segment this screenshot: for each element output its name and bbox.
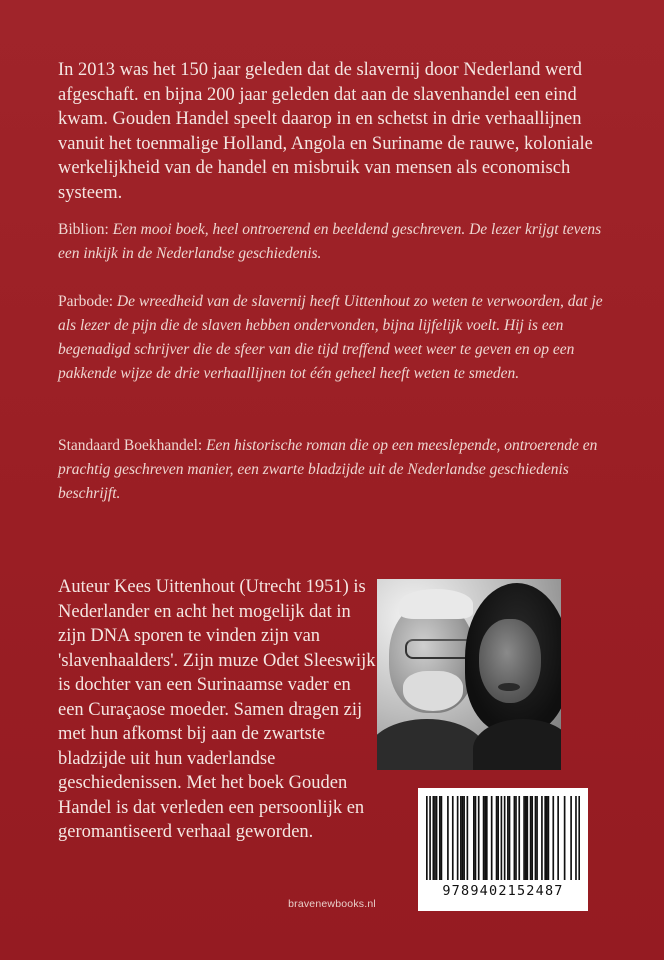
barcode-bar [548,796,550,880]
barcode-bar [557,796,559,880]
barcode-bar [496,796,498,880]
isbn-number: 9789402152487 [442,883,564,899]
barcode-bar [473,796,475,880]
barcode-bar [447,796,449,880]
barcode-bar [434,796,436,880]
barcode-bar [544,796,546,880]
review-biblion [58,218,618,266]
barcode-bar [491,796,493,880]
barcode-bar [546,796,548,880]
barcode-bar [570,796,572,880]
review-source: Biblion: [58,221,113,238]
intro-text: In 2013 was het 150 jaar geleden dat de slavernij door Nederland werd afgeschaft. en bijna 200 jaar geleden dat aan de slavenhandel een eind kwam. Gouden Handel speelt daarop in en schetst in drie verhaallijnen vanuit het toenmalige Holland, Angola en Suriname de rauwe, koloniale werkelijkheid van de handel en misbruik van mensen als economisch systeem. [58,60,593,203]
barcode-bar [439,796,441,880]
barcode-bar [507,796,509,880]
barcode-bar [467,796,469,880]
barcode-bar [452,796,454,880]
barcode-bar [518,796,520,880]
barcode-bar [504,796,506,880]
barcode-bar [462,796,464,880]
barcode-bar [501,796,503,880]
barcode-bar [527,796,529,880]
barcode-bar [578,796,580,880]
barcode-bar [514,796,516,880]
review-quote: Een historische roman die op een meeslepende, ontroerende en prachtig geschreven manier, een zwarte bladzijde uit de Nederlandse geschiedenis beschrijft. [58,437,598,502]
barcode-bar [486,796,488,880]
barcode-bar [552,796,554,880]
barcode-bar [475,796,477,880]
barcode-bar [436,796,438,880]
barcode-bars [426,796,580,880]
barcode-bar [483,796,485,880]
barcode-bar [530,796,532,880]
barcode-bar [432,796,434,880]
isbn-barcode [418,788,588,911]
barcode-bar [575,796,577,880]
barcode-bar [441,796,443,880]
barcode-bar [457,796,459,880]
review-quote: Een mooi boek, heel ontroerend en beeldend geschreven. De lezer krijgt tevens een inkijk in de Nederlandse geschiedenis. [58,221,602,262]
review-source: Standaard Boekhandel: [58,437,207,454]
barcode-bar [478,796,480,880]
barcode-bar [525,796,527,880]
review-source: Parbode: [58,293,117,310]
barcode-bar [460,796,462,880]
barcode-bar [541,796,543,880]
review-standaard-boekhandel [58,434,618,506]
author-bio: Auteur Kees Uittenhout (Utrecht 1951) is Nederlander en acht het mogelijk dat in zijn DNA sporen te vinden zijn van 'slavenhaalders'. Zijn muze Odet Sleeswijk is dochter van een Surinaamse vader en een Curaçaose moeder. Samen dragen zij met hun afkomst bij aan de zwartste bladzijde uit hun vaderlandse geschiedenissen. Met het boek Gouden Handel is dat verleden een persoonlijk en geromantiseerd verhaal geworden. [58,577,376,842]
barcode-bar [531,796,533,880]
publisher-url: bravenewbooks.nl [288,898,376,910]
barcode-bar [523,796,525,880]
review-quote: De wreedheid van de slavernij heeft Uittenhout zo weten te verwoorden, dat je als lezer de pijn die de slaven hebben ondervonden, bijna lijfelijk voelt. Hij is een begenadigd schrijver die de sfeer van die tijd treffend weet weer te geven en op een pakkende wijze de drie verhaallijnen tot één geheel heeft weten te smeden. [58,293,603,382]
barcode-bar [535,796,537,880]
barcode-bar [564,796,566,880]
barcode-bar [497,796,499,880]
barcode-bar [536,796,538,880]
barcode-bar [429,796,431,880]
author-photo [377,579,561,770]
review-parbode [58,290,618,386]
barcode-bar [426,796,428,880]
barcode-bar [484,796,486,880]
barcode-bar [509,796,511,880]
barcode-bar [463,796,465,880]
barcode-bar [515,796,517,880]
